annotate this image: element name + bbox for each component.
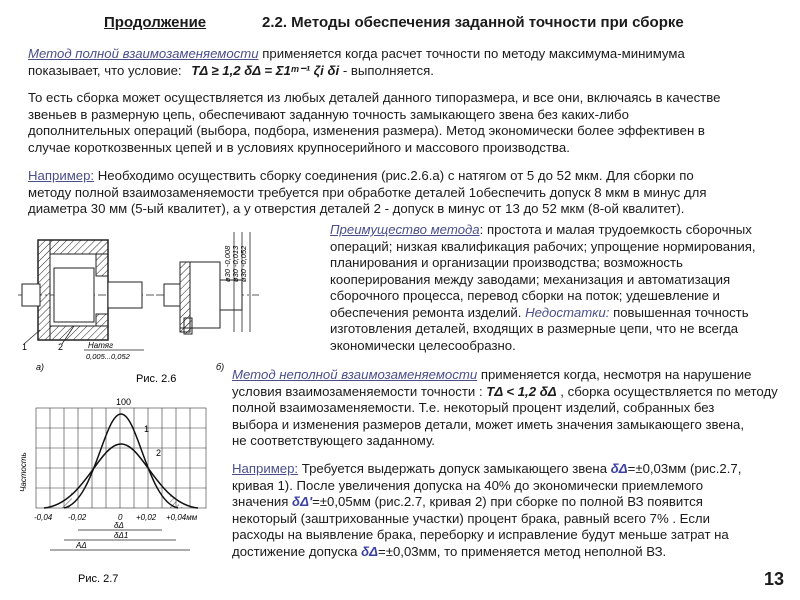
p5-line: полной взаимозаменяемости. Т.е. некоторый процент изделий, собранных без <box>232 400 715 415</box>
delta-symbol: δΔ' <box>292 494 313 509</box>
paragraph-example-2 <box>232 461 792 560</box>
p4-line: операций; низкая квалификация рабочих; упрощение нормирования, <box>330 238 756 254</box>
natyag-range: 0,005...0,052 <box>86 352 130 361</box>
p6-line: =±0,03мм (рис.2.7, <box>627 461 742 476</box>
p2-line: звеньев в размерную цепь, обеспечивают заданную точность замыкающего звена без каких-либо <box>28 106 629 122</box>
peak-label: 100 <box>116 397 132 407</box>
p4-line: изготовления деталей, входящих в размерные цепи, что не всегда <box>330 321 739 336</box>
figure-2-6-caption: Рис. 2.6 <box>136 373 177 385</box>
p3-line: диаметра 30 мм (5-ый квалитет), а у отверстия деталей 2 - допуск в минус от 13 до 52 мкм (8-ой квалитет). <box>28 201 685 216</box>
label-2: 2 <box>58 342 64 352</box>
example-label: Например: <box>28 168 95 183</box>
p1-text3: - выполняется. <box>339 62 434 78</box>
p6-line: =±0,05мм (рис.2.7, кривая 2) при сборке по полной ВЗ появится <box>312 494 703 509</box>
p6-line: кривая 1). После увеличения допуска на 40% до экономически приемлемого <box>232 477 704 493</box>
page-number: 13 <box>763 569 784 589</box>
curve-2-label: 2 <box>156 448 162 458</box>
grid <box>36 408 206 508</box>
p4-line: кооперирования между заводами; механизация и автоматизация <box>330 271 731 287</box>
formula-partial: TΔ < 1,2 δΔ <box>482 383 557 399</box>
p5-line: выбора и изменения размеров детали, может иметь значения замыкающего звена, <box>232 416 745 432</box>
delta-symbol: δΔ <box>610 461 628 476</box>
p1-text2: показывает, что условие: <box>28 62 182 78</box>
delta1-label: δΔ1 <box>114 531 129 540</box>
continuation-label: Продолжение <box>104 14 207 31</box>
p5-line: , сборка осуществляется по методу <box>556 383 778 399</box>
tick-label: +0,04мм <box>166 513 198 522</box>
p3-line: методу полной взаимозаменяемости требуется при обработке деталей 1обеспечить допуск 8 мкм в минус для <box>28 184 707 200</box>
figure-2-6 <box>14 222 324 392</box>
p6-line: =±0,03мм, то применяется метод неполной ВЗ. <box>378 543 667 559</box>
p4-line: обеспечения ремонта изделий. <box>330 304 522 320</box>
natyag-label: Натяг <box>88 341 114 350</box>
tick-label: 0 <box>118 513 123 522</box>
dim-shaft: ø30 -0,008 <box>223 245 232 282</box>
p5-line: условия взаимозаменяемости точности : <box>232 383 483 399</box>
paragraph-advantages <box>330 222 790 354</box>
example-label-2: Например: <box>232 461 299 476</box>
tick-label: -0,04 <box>34 513 53 522</box>
delta-label: δΔ <box>114 521 124 530</box>
delta-symbol: δΔ <box>361 543 379 559</box>
dim-hole-2: ø30 -0,052 <box>239 245 248 282</box>
term-full-interchangeability: Метод полной взаимозаменяемости <box>28 46 259 61</box>
label-a: а) <box>36 362 45 372</box>
p4-line: планирования и организации производства; возможность <box>330 255 683 270</box>
p4-line: сборочного процесса, перевод сборки на поток; удешевление и <box>330 288 720 303</box>
paragraph-explanation <box>28 90 788 156</box>
p5-line: не соответствующего заданному. <box>232 433 435 448</box>
p6-line: некоторый (заштрихованные участки) процент брака, равный всего 7% . Если <box>232 510 710 526</box>
curve-1-label: 1 <box>144 424 150 434</box>
curve-2 <box>44 444 198 508</box>
p6-line: достижение допуска <box>232 543 362 559</box>
figure-2-7-caption: Рис. 2.7 <box>78 573 119 585</box>
advantages-label: Преимущество метода <box>330 222 480 237</box>
paragraph-example-1 <box>28 168 788 218</box>
section-title: 2.2. Методы обеспечения заданной точности при сборке <box>262 14 684 31</box>
p2-line: случае короткозвенных цепей и в условиях крупносерийного и массового производства. <box>28 139 570 155</box>
term-partial-interchangeability: Метод неполной взаимозаменяемости <box>232 367 478 382</box>
p3-line: Необходимо осуществить сборку соединения (рис.2.6.а) с натягом от 5 до 52 мкм. Для сборки по <box>94 168 694 183</box>
assembly-drawing-a <box>18 240 154 350</box>
p6-line: расходы на выявление брака, переборку и исправление будут меньше затрат на <box>232 527 729 542</box>
label-b: б) <box>216 362 225 372</box>
formula-condition: TΔ ≥ 1,2 δΔ = Σ1ᵐ⁻¹ ζi δi <box>191 62 340 78</box>
disadvantages-label: Недостатки: <box>525 304 610 320</box>
a-label: AΔ <box>76 541 87 550</box>
dim-hole-1: ø30 -0,013 <box>231 245 240 282</box>
paragraph-full-interchangeability <box>28 46 788 79</box>
figure-2-7 <box>14 392 219 592</box>
p1-text1: применяется когда расчет точности по методу максимума-минимума <box>258 46 685 61</box>
tick-label: -0,02 <box>68 513 87 522</box>
tick-label: +0,02 <box>136 513 157 522</box>
y-axis-label: Частость <box>19 452 28 492</box>
p4-line: : простота и малая трудоемкость сборочных <box>479 222 752 237</box>
p6-line: Требуется выдержать допуск замыкающего звена <box>298 461 611 476</box>
label-1: 1 <box>22 342 28 352</box>
p6-line: значения <box>232 494 293 509</box>
p5-line: применяется когда, несмотря на нарушение <box>477 367 752 382</box>
p2-line: дополнительных операций (выбора, подбора, изменения размера). Метод экономически более эффективен в <box>28 123 705 138</box>
p4-line: экономически целесообразно. <box>330 337 516 353</box>
p4-line: повышенная точность <box>609 304 749 320</box>
p2-line: То есть сборка может осуществляется из любых деталей данного типоразмера, и все они, включаясь в качестве <box>28 90 721 105</box>
